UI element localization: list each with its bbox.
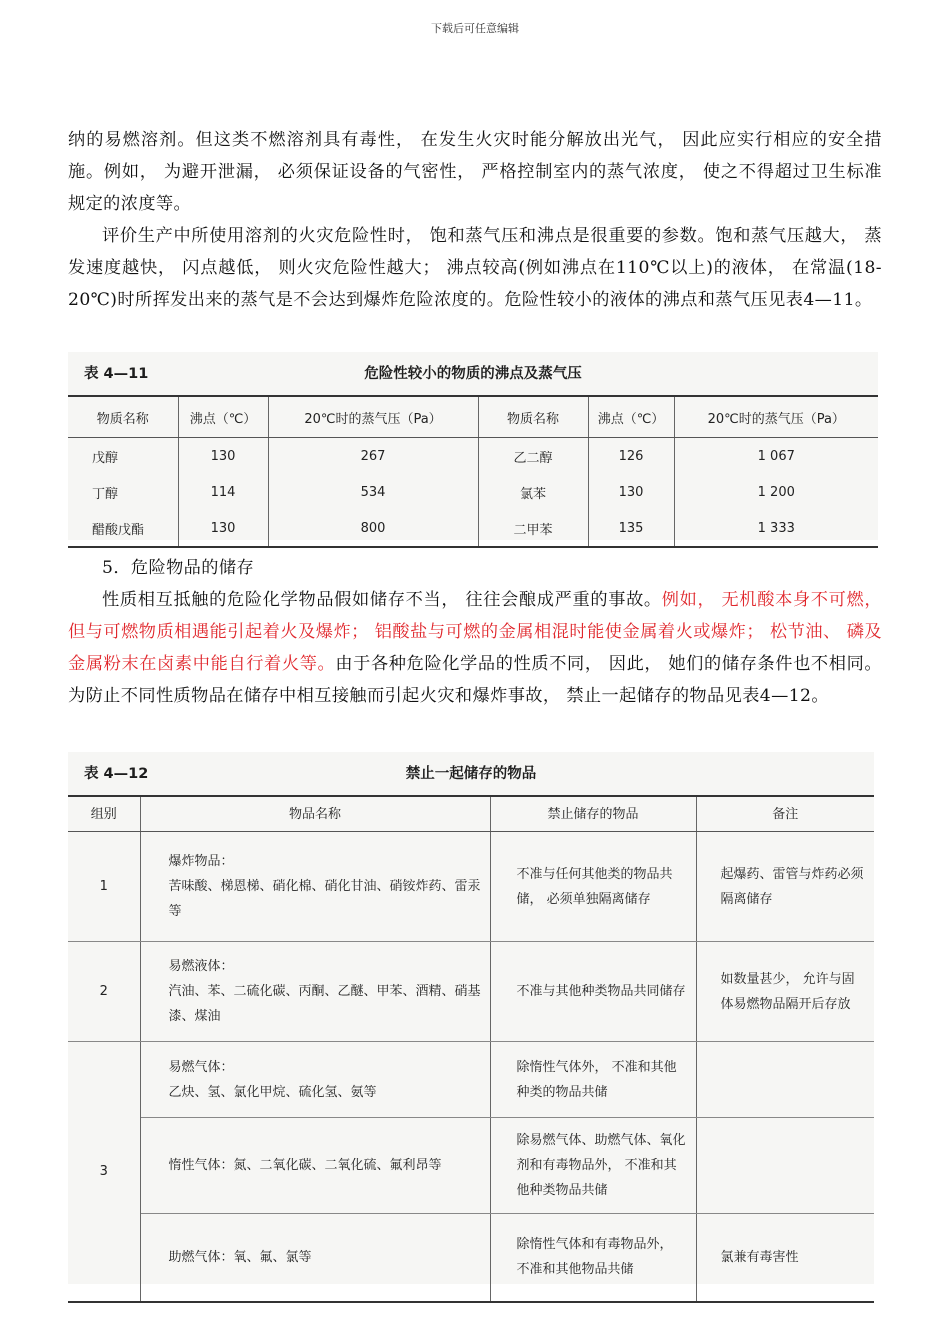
table-header-row: [68, 396, 878, 438]
table-4-12: [68, 752, 874, 1284]
item-name-cell: [140, 1042, 490, 1118]
table-row: [68, 438, 878, 475]
cell: 1 067: [757, 448, 795, 464]
forbidden-cell: 除易燃气体、助燃气体、氧化剂和有毒物品外， 不准和其他种类物品共储: [490, 1118, 696, 1214]
item-list: 苦味酸、梯恩梯、硝化棉、硝化甘油、硝铵炸药、雷汞等: [168, 879, 481, 919]
item-category: 惰性气体：: [168, 1158, 234, 1173]
item-name-cell: [140, 1118, 490, 1214]
highlighted-text: 例如， 无机酸本身不可燃， 但与可燃物质相遇能引起着火及爆炸； 铝酸盐与可燃的金属相混时能使金属着火或爆炸； 松节油、 磷及金属粉末在卤素中能自行着火等。: [68, 590, 882, 674]
table-row: [68, 510, 878, 547]
table-row: [68, 1042, 874, 1118]
table-row: [68, 1118, 874, 1214]
forbidden-cell: 不准与任何其他类的物品共储， 必须单独隔离储存: [490, 832, 696, 942]
paragraph-3-intro: 性质相互抵触的危险化学物品假如储存不当， 往往会酿成严重的事故。: [102, 590, 662, 610]
item-category: 易燃液体：: [168, 959, 234, 974]
cell: 130: [178, 438, 268, 475]
storage-table: [68, 795, 874, 1303]
header-cell: 物质名称: [68, 396, 178, 438]
forbidden-cell: 不准与其他种类物品共同储存: [490, 942, 696, 1042]
forbidden-cell: 除惰性气体外， 不准和其他种类的物品共储: [490, 1042, 696, 1118]
paragraph-1: 纳的易燃溶剂。但这类不燃溶剂具有毒性， 在发生火灾时能分解放出光气， 因此应实行相应的安全措施。例如， 为避开泄漏， 必须保证设备的气密性， 严格控制室内的蒸气浓度， 使之不得超过卫生标准规定的浓度等。: [68, 130, 882, 214]
table-title: 危险性较小的物质的沸点及蒸气压: [364, 366, 582, 382]
cell: 1 200: [757, 484, 795, 500]
paragraph-3: [68, 584, 882, 712]
item-category: 易燃气体：: [168, 1059, 234, 1075]
cell: 醋酸戊酯: [68, 510, 178, 547]
group-cell: 1: [68, 832, 140, 942]
item-list: 氮、二氧化碳、二氧化硫、氟利昂等: [233, 1158, 442, 1173]
cell: 534: [268, 474, 478, 510]
cell: 800: [268, 510, 478, 547]
group-cell: 2: [68, 942, 140, 1042]
header-cell: 沸点（℃）: [178, 396, 268, 438]
item-name-cell: [140, 1214, 490, 1302]
item-category: 助燃气体：: [168, 1249, 234, 1265]
header-cell: 物质名称: [478, 396, 588, 438]
header-cell: 沸点（℃）: [588, 396, 674, 438]
cell: 135: [588, 510, 674, 547]
paragraph-3-outro: 由于各种危险化学品的性质不同， 因此， 她们的储存条件也不相同。为防止不同性质物品在储存中相互接触而引起火灾和爆炸事故， 禁止一起储存的物品见表4—12。: [68, 654, 882, 706]
item-list: 乙炔、氢、氯化甲烷、硫化氢、氨等: [168, 1084, 377, 1100]
cell: 126: [588, 438, 674, 475]
item-category: 爆炸物品：: [168, 854, 234, 869]
section-heading-5: 5．危险物品的储存: [102, 558, 255, 578]
cell: 130: [178, 510, 268, 547]
remark-cell: [696, 1118, 874, 1214]
header-cell: 20℃时的蒸气压（Pa）: [268, 396, 478, 438]
item-list: 氧、氟、氯等: [233, 1249, 312, 1265]
page-header: 下载后可任意编辑: [431, 22, 519, 35]
cell: 114: [178, 474, 268, 510]
table-row: [68, 474, 878, 510]
item-name-cell: [140, 832, 490, 942]
header-cell: 物品名称: [140, 796, 490, 832]
boiling-point-table: [68, 395, 878, 548]
cell: 1 333: [757, 520, 795, 536]
table-caption: [68, 752, 874, 792]
table-row: [68, 832, 874, 942]
item-name-cell: [140, 942, 490, 1042]
cell: 丁醇: [68, 474, 178, 510]
cell: 戊醇: [68, 438, 178, 475]
cell: 267: [268, 438, 478, 475]
table-row: [68, 942, 874, 1042]
header-cell: 备注: [696, 796, 874, 832]
table-number: 表 4—12: [84, 766, 149, 782]
cell: 二甲苯: [478, 510, 588, 547]
item-list: 汽油、苯、二硫化碳、丙酮、乙醚、甲苯、酒精、硝基漆、煤油: [168, 984, 481, 1024]
remark-cell: 氯兼有毒害性: [720, 1249, 799, 1265]
cell: 氯苯: [478, 474, 588, 510]
table-title: 禁止一起储存的物品: [405, 766, 537, 782]
header-cell: 20℃时的蒸气压（Pa）: [674, 396, 878, 438]
table-caption: [68, 352, 878, 392]
header-cell: 禁止储存的物品: [490, 796, 696, 832]
table-header-row: [68, 796, 874, 832]
header-cell: 组别: [68, 796, 140, 832]
paragraph-2: 评价生产中所使用溶剂的火灾危险性时， 饱和蒸气压和沸点是很重要的参数。饱和蒸气压越大， 蒸发速度越快， 闪点越低， 则火灾危险性越大； 沸点较高(例如沸点在110℃以上)的液体， 在常温(18-20℃)时所挥发出来的蒸气是不会达到爆炸危险浓度的。危险性较小的液体的沸点和蒸气压见表4—11。: [68, 226, 882, 310]
remark-cell: 起爆药、雷管与炸药必须隔离储存: [696, 832, 874, 942]
table-row: [68, 1214, 874, 1302]
forbidden-cell: 除惰性气体和有毒物品外， 不准和其他物品共储: [490, 1214, 696, 1302]
cell: 130: [588, 474, 674, 510]
table-number: 表 4—11: [84, 366, 149, 382]
table-4-11: [68, 352, 878, 540]
remark-cell: 如数量甚少， 允许与固体易燃物品隔开后存放: [696, 942, 874, 1042]
cell: 乙二醇: [478, 438, 588, 475]
remark-cell: [696, 1042, 874, 1118]
group-cell: 3: [68, 1042, 140, 1302]
